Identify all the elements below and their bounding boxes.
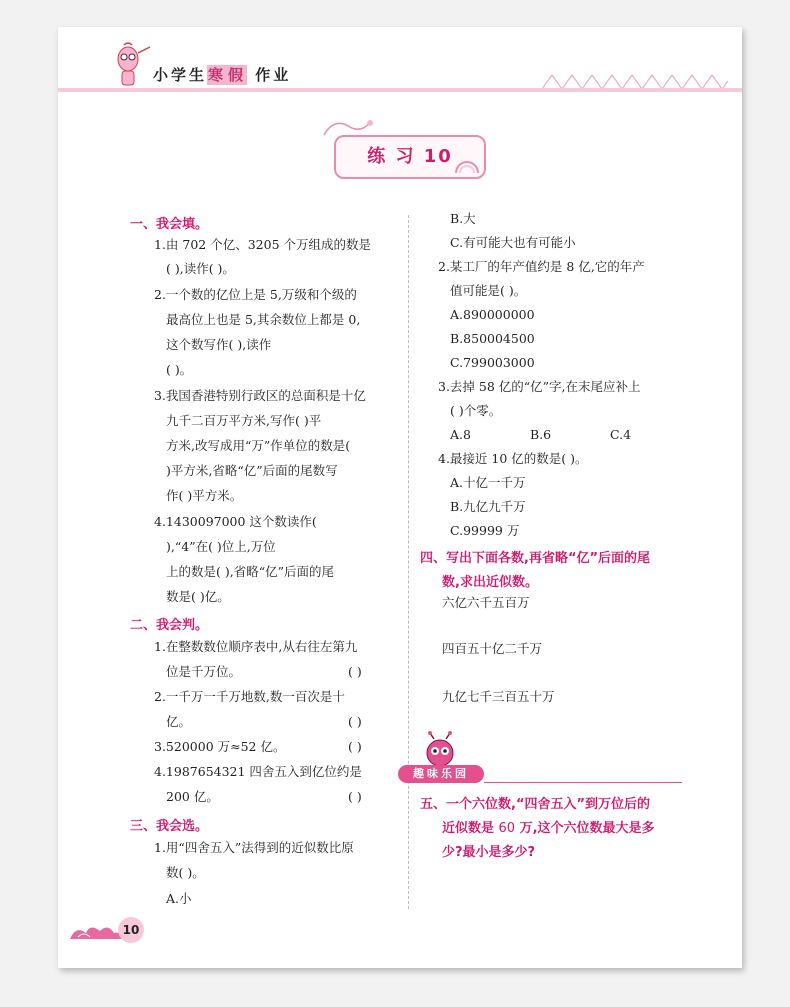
- j1-answer-bracket[interactable]: ( ): [348, 664, 362, 679]
- c1-line2: 数( )。: [166, 865, 205, 880]
- c3-option-b[interactable]: B.6: [530, 427, 552, 442]
- j3-answer-bracket[interactable]: ( ): [348, 739, 362, 754]
- page-number: 10: [118, 917, 144, 943]
- number-1: 六亿六千五百万: [442, 595, 530, 610]
- q4-line2: ),“4”在( )位上,万位: [166, 539, 276, 554]
- section-2-heading: 二、我会判。: [130, 618, 209, 633]
- q3-line5: 作( )平方米。: [166, 488, 243, 503]
- rainbow-ornament-icon: [454, 157, 480, 175]
- j1-line2: 位是千万位。: [166, 664, 242, 679]
- c4-option-b[interactable]: B.九亿九千万: [450, 499, 526, 514]
- q1-line2: ( ),读作( )。: [166, 261, 235, 276]
- q2-line3: 这个数写作( ),读作: [166, 337, 272, 352]
- q3-line1: 3.我国香港特别行政区的总面积是十亿: [154, 388, 366, 403]
- section-5-number: 60: [498, 821, 516, 836]
- q2-line4: ( )。: [166, 362, 193, 377]
- section-1-heading: 一、我会填。: [130, 217, 209, 232]
- j4-line1: 4.1987654321 四舍五入到亿位约是: [154, 764, 362, 779]
- c4-option-a[interactable]: A.十亿一千万: [450, 475, 526, 490]
- c4-option-c[interactable]: C.99999 万: [450, 523, 520, 538]
- j2-line1: 2.一千万一千万地数,数一百次是十: [154, 689, 345, 704]
- worksheet-page: [58, 27, 742, 968]
- number-2: 四百五十亿二千万: [442, 641, 543, 656]
- c1-option-a[interactable]: A.小: [166, 891, 192, 906]
- c3-line1: 3.去掉 58 亿的“亿”字,在末尾应补上: [438, 379, 641, 394]
- section-3-heading: 三、我会选。: [130, 819, 209, 834]
- c2-line2: 值可能是( )。: [450, 283, 527, 298]
- cloud-ornament-icon: [68, 919, 124, 945]
- section-5-line2-c: 万,这个六位数最大是多: [515, 821, 655, 836]
- section-5-line3: 少?最小是多少?: [442, 845, 536, 860]
- c1-option-b[interactable]: B.大: [450, 211, 476, 226]
- section-5-line2-a: 近似数是: [442, 821, 499, 836]
- c3-line2: ( )个零。: [450, 403, 502, 418]
- c2-line1: 2.某工厂的年产值约是 8 亿,它的年产: [438, 259, 645, 274]
- header-zigzag-decoration: [542, 73, 728, 89]
- c1-line1: 1.用“四舍五入”法得到的近似数比原: [154, 840, 354, 855]
- j3-line1: 3.520000 万≈52 亿。: [154, 739, 286, 754]
- header-title-c: 假: [228, 66, 247, 84]
- header-title-b: 寒: [208, 66, 227, 84]
- fun-corner-rule: [484, 782, 682, 783]
- header-rule: [58, 88, 742, 92]
- number-3: 九亿七千三百五十万: [442, 689, 555, 704]
- q4-line4: 数是( )亿。: [166, 589, 230, 604]
- section-5-line2: [442, 817, 655, 836]
- j2-line2: 亿。: [166, 714, 192, 729]
- q3-line4: )平方米,省略“亿”后面的尾数写: [166, 463, 338, 478]
- c4-line1: 4.最接近 10 亿的数是( )。: [438, 451, 588, 466]
- header-title: [153, 64, 291, 85]
- c3-option-a[interactable]: A.8: [450, 427, 471, 442]
- q2-line1: 2.一个数的亿位上是 5,万级和个级的: [154, 287, 357, 302]
- section-4-heading-line2: 数,求出近似数。: [442, 575, 538, 590]
- fun-corner-badge: 趣味乐园: [398, 765, 484, 783]
- q4-line1: 4.1430097000 这个数读作(: [154, 514, 317, 529]
- j1-line1: 1.在整数数位顺序表中,从右往左第九: [154, 639, 358, 654]
- c2-option-a[interactable]: A.890000000: [450, 307, 535, 322]
- exercise-title: 练 习 10: [334, 135, 486, 179]
- q4-line3: 上的数是( ),省略“亿”后面的尾: [166, 564, 334, 579]
- header-title-a: 小学生: [153, 66, 208, 84]
- q1-line1: 1.由 702 个亿、3205 个万组成的数是: [154, 237, 372, 252]
- mascot-icon: [110, 41, 154, 89]
- c1-option-c[interactable]: C.有可能大也有可能小: [450, 235, 576, 250]
- j4-line2: 200 亿。: [166, 789, 219, 804]
- c2-option-c[interactable]: C.799003000: [450, 355, 535, 370]
- q3-line3: 方米,改写成用“万”作单位的数是(: [166, 438, 351, 453]
- q2-line2: 最高位上也是 5,其余数位上都是 0,: [166, 312, 361, 327]
- c2-option-b[interactable]: B.850004500: [450, 331, 535, 346]
- section-4-heading-line1: 四、写出下面各数,再省略“亿”后面的尾: [420, 551, 651, 566]
- header-title-d: 作业: [255, 66, 292, 84]
- j4-answer-bracket[interactable]: ( ): [348, 789, 362, 804]
- q3-line2: 九千二百万平方米,写作( )平: [166, 413, 322, 428]
- c3-option-c[interactable]: C.4: [610, 427, 632, 442]
- section-5-line1: 五、一个六位数,“四舍五入”到万位后的: [420, 797, 651, 812]
- j2-answer-bracket[interactable]: ( ): [348, 714, 362, 729]
- column-divider: [408, 215, 409, 909]
